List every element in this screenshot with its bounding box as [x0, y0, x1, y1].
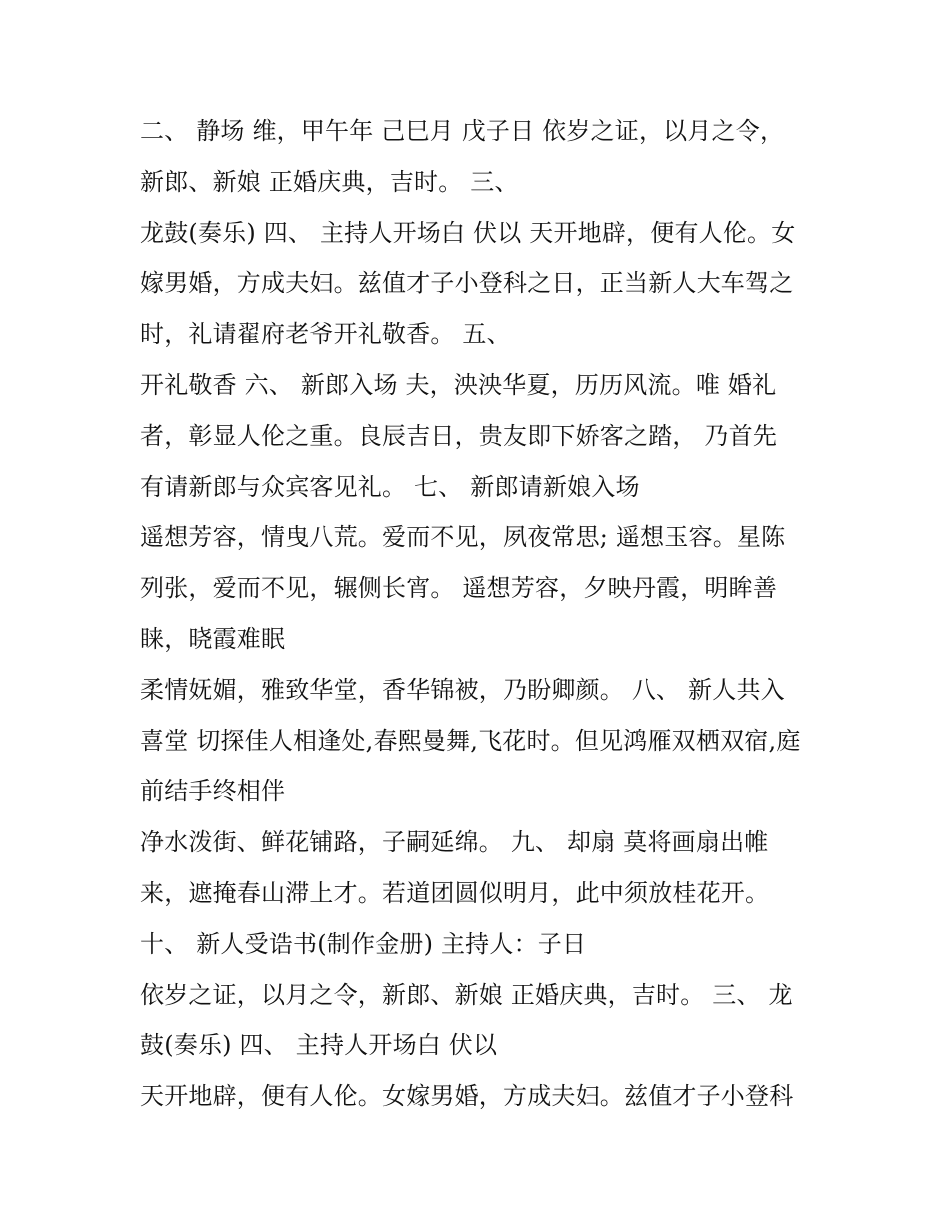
text-line: 喜堂 切探佳人相逢处,春熙曼舞,飞花时。但见鸿雁双栖双宿,庭: [140, 726, 801, 755]
text-line: 遥想芳容，情曳八荒。爱而不见，夙夜常思; 遥想玉容。星陈: [140, 523, 786, 552]
text-line: 鼓(奏乐) 四、 主持人开场白 伏以: [140, 1031, 498, 1060]
text-line: 来，遮掩春山滞上才。若道团圆似明月，此中须放桂花开。: [140, 878, 770, 907]
text-line: 龙鼓(奏乐) 四、 主持人开场白 伏以 天开地辟，便有人伦。女: [140, 218, 796, 247]
text-line: 依岁之证，以月之令，新郎、新娘 正婚庆典，吉时。 三、 龙: [140, 980, 793, 1009]
text-line: 列张，爱而不见，辗侧长宵。 遥想芳容，夕映丹霞，明眸善: [140, 574, 778, 603]
text-line: 有请新郎与众宾客见礼。 七、 新郎请新娘入场: [140, 472, 640, 501]
text-line: 天开地辟，便有人伦。女嫁男婚，方成夫妇。兹值才子小登科: [140, 1082, 794, 1111]
text-line: 净水泼街、鲜花铺路，子嗣延绵。 九、 却扇 莫将画扇出帷: [140, 828, 769, 857]
text-line: 十、 新人受诰书(制作金册) 主持人：子日: [140, 929, 587, 958]
text-line: 者，彰显人伦之重。良辰吉日，贵友即下娇客之踏， 乃首先: [140, 421, 778, 450]
text-line: 柔情妩媚，雅致华堂，香华锦被，乃盼卿颜。 八、 新人共入: [140, 675, 785, 704]
body-text: [140, 106, 830, 1122]
text-line: 嫁男婚，方成夫妇。兹值才子小登科之日，正当新人大车驾之: [140, 269, 794, 298]
text-line: 时，礼请翟府老爷开礼敬香。 五、: [140, 320, 511, 349]
text-line: 新郎、新娘 正婚庆典，吉时。 三、: [140, 167, 519, 196]
text-line: 二、 静场 维，甲午年 己巳月 戊子日 依岁之证，以月之令，: [140, 117, 785, 145]
text-line: 睐，晓霞难眠: [140, 624, 286, 653]
text-line: 开礼敬香 六、 新郎入场 夫，泱泱华夏，历历风流。唯 婚礼: [140, 370, 777, 399]
text-line: 前结手终相伴: [140, 777, 286, 806]
